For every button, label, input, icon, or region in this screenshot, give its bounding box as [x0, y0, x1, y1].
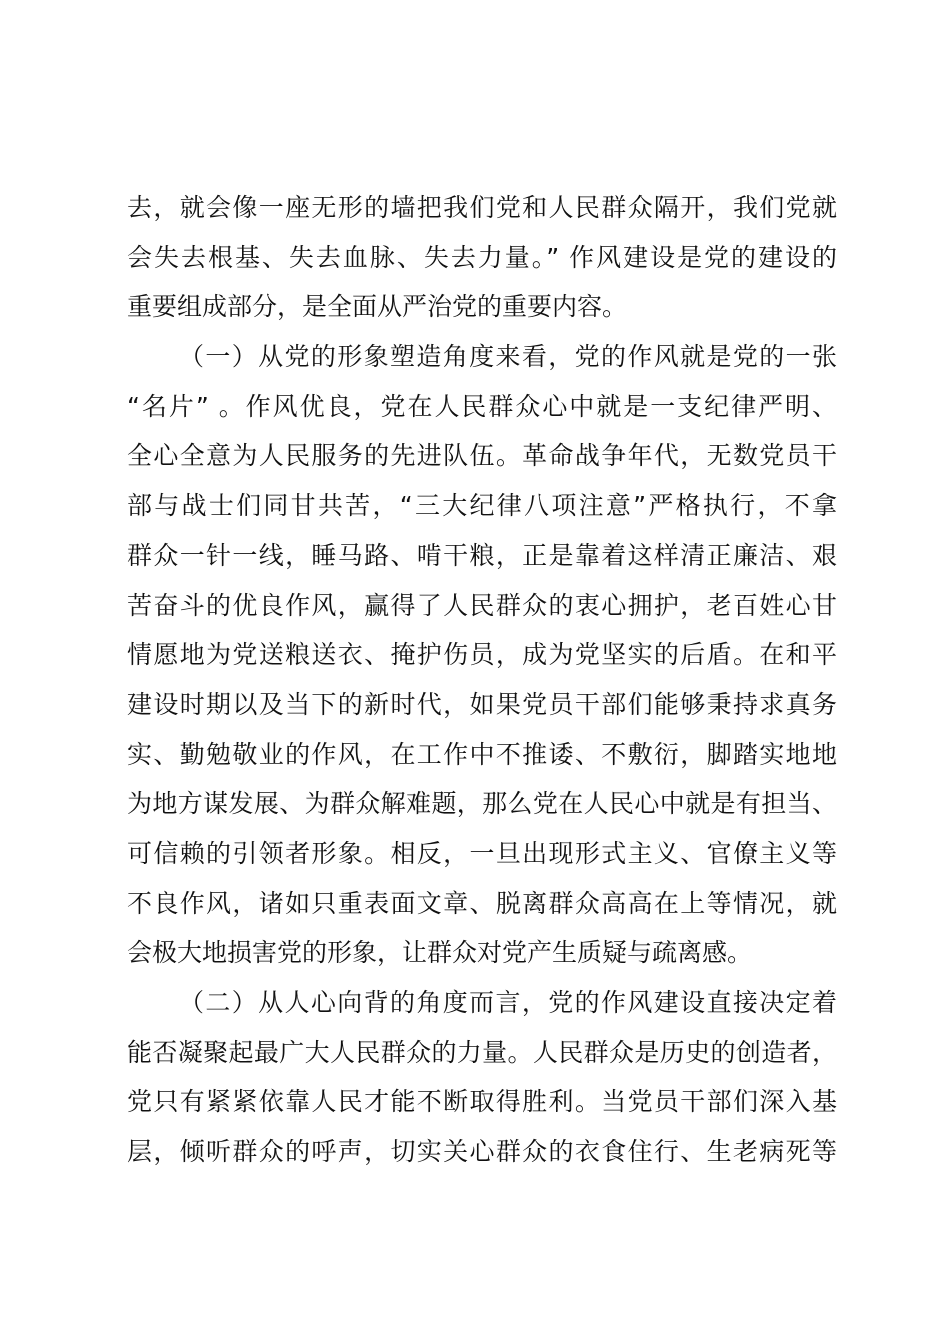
text-line: 不良作风，诸如只重表面文章、脱离群众高高在上等情况，就	[127, 888, 837, 918]
text-line: 群众一针一线，睡马路、啃干粮，正是靠着这样清正廉洁、艰	[127, 540, 837, 570]
text-line: 党只有紧紧依靠人民才能不断取得胜利。当党员干部们深入基	[127, 1087, 837, 1117]
text-line: 去，就会像一座无形的墙把我们党和人民群众隔开，我们党就	[127, 193, 837, 222]
body-text	[127, 183, 837, 1177]
text-line: 会极大地损害党的形象，让群众对党产生质疑与疏离感。	[127, 938, 753, 968]
text-line: 层，倾听群众的呼声，切实关心群众的衣食住行、生老病死等	[127, 1137, 837, 1167]
text-line: 会失去根基、失去血脉、失去力量。” 作风建设是党的建设的	[127, 242, 837, 272]
text-line: 实、勤勉敬业的作风，在工作中不推诿、不敷衍，脚踏实地地	[127, 739, 837, 769]
text-line: 部与战士们同甘共苦，“三大纪律八项注意”严格执行，不拿	[127, 491, 837, 521]
text-line: （一）从党的形象塑造角度来看，党的作风就是党的一张	[179, 342, 837, 372]
text-line: 能否凝聚起最广大人民群众的力量。人民群众是历史的创造者，	[127, 1037, 837, 1067]
text-line: 重要组成部分，是全面从严治党的重要内容。	[127, 292, 628, 322]
text-line: 可信赖的引领者形象。相反，一旦出现形式主义、官僚主义等	[127, 838, 837, 868]
text-line: （二）从人心向背的角度而言，党的作风建设直接决定着	[179, 988, 837, 1017]
text-line: 苦奋斗的优良作风，赢得了人民群众的衷心拥护，老百姓心甘	[127, 590, 837, 620]
text-line: 情愿地为党送粮送衣、掩护伤员，成为党坚实的后盾。在和平	[127, 640, 837, 670]
text-line: 建设时期以及当下的新时代，如果党员干部们能够秉持求真务	[127, 689, 837, 719]
text-line: “名片” 。作风优良，党在人民群众心中就是一支纪律严明、	[127, 391, 837, 421]
text-line: 全心全意为人民服务的先进队伍。革命战争年代，无数党员干	[127, 441, 837, 471]
text-line: 为地方谋发展、为群众解难题，那么党在人民心中就是有担当、	[127, 789, 837, 819]
